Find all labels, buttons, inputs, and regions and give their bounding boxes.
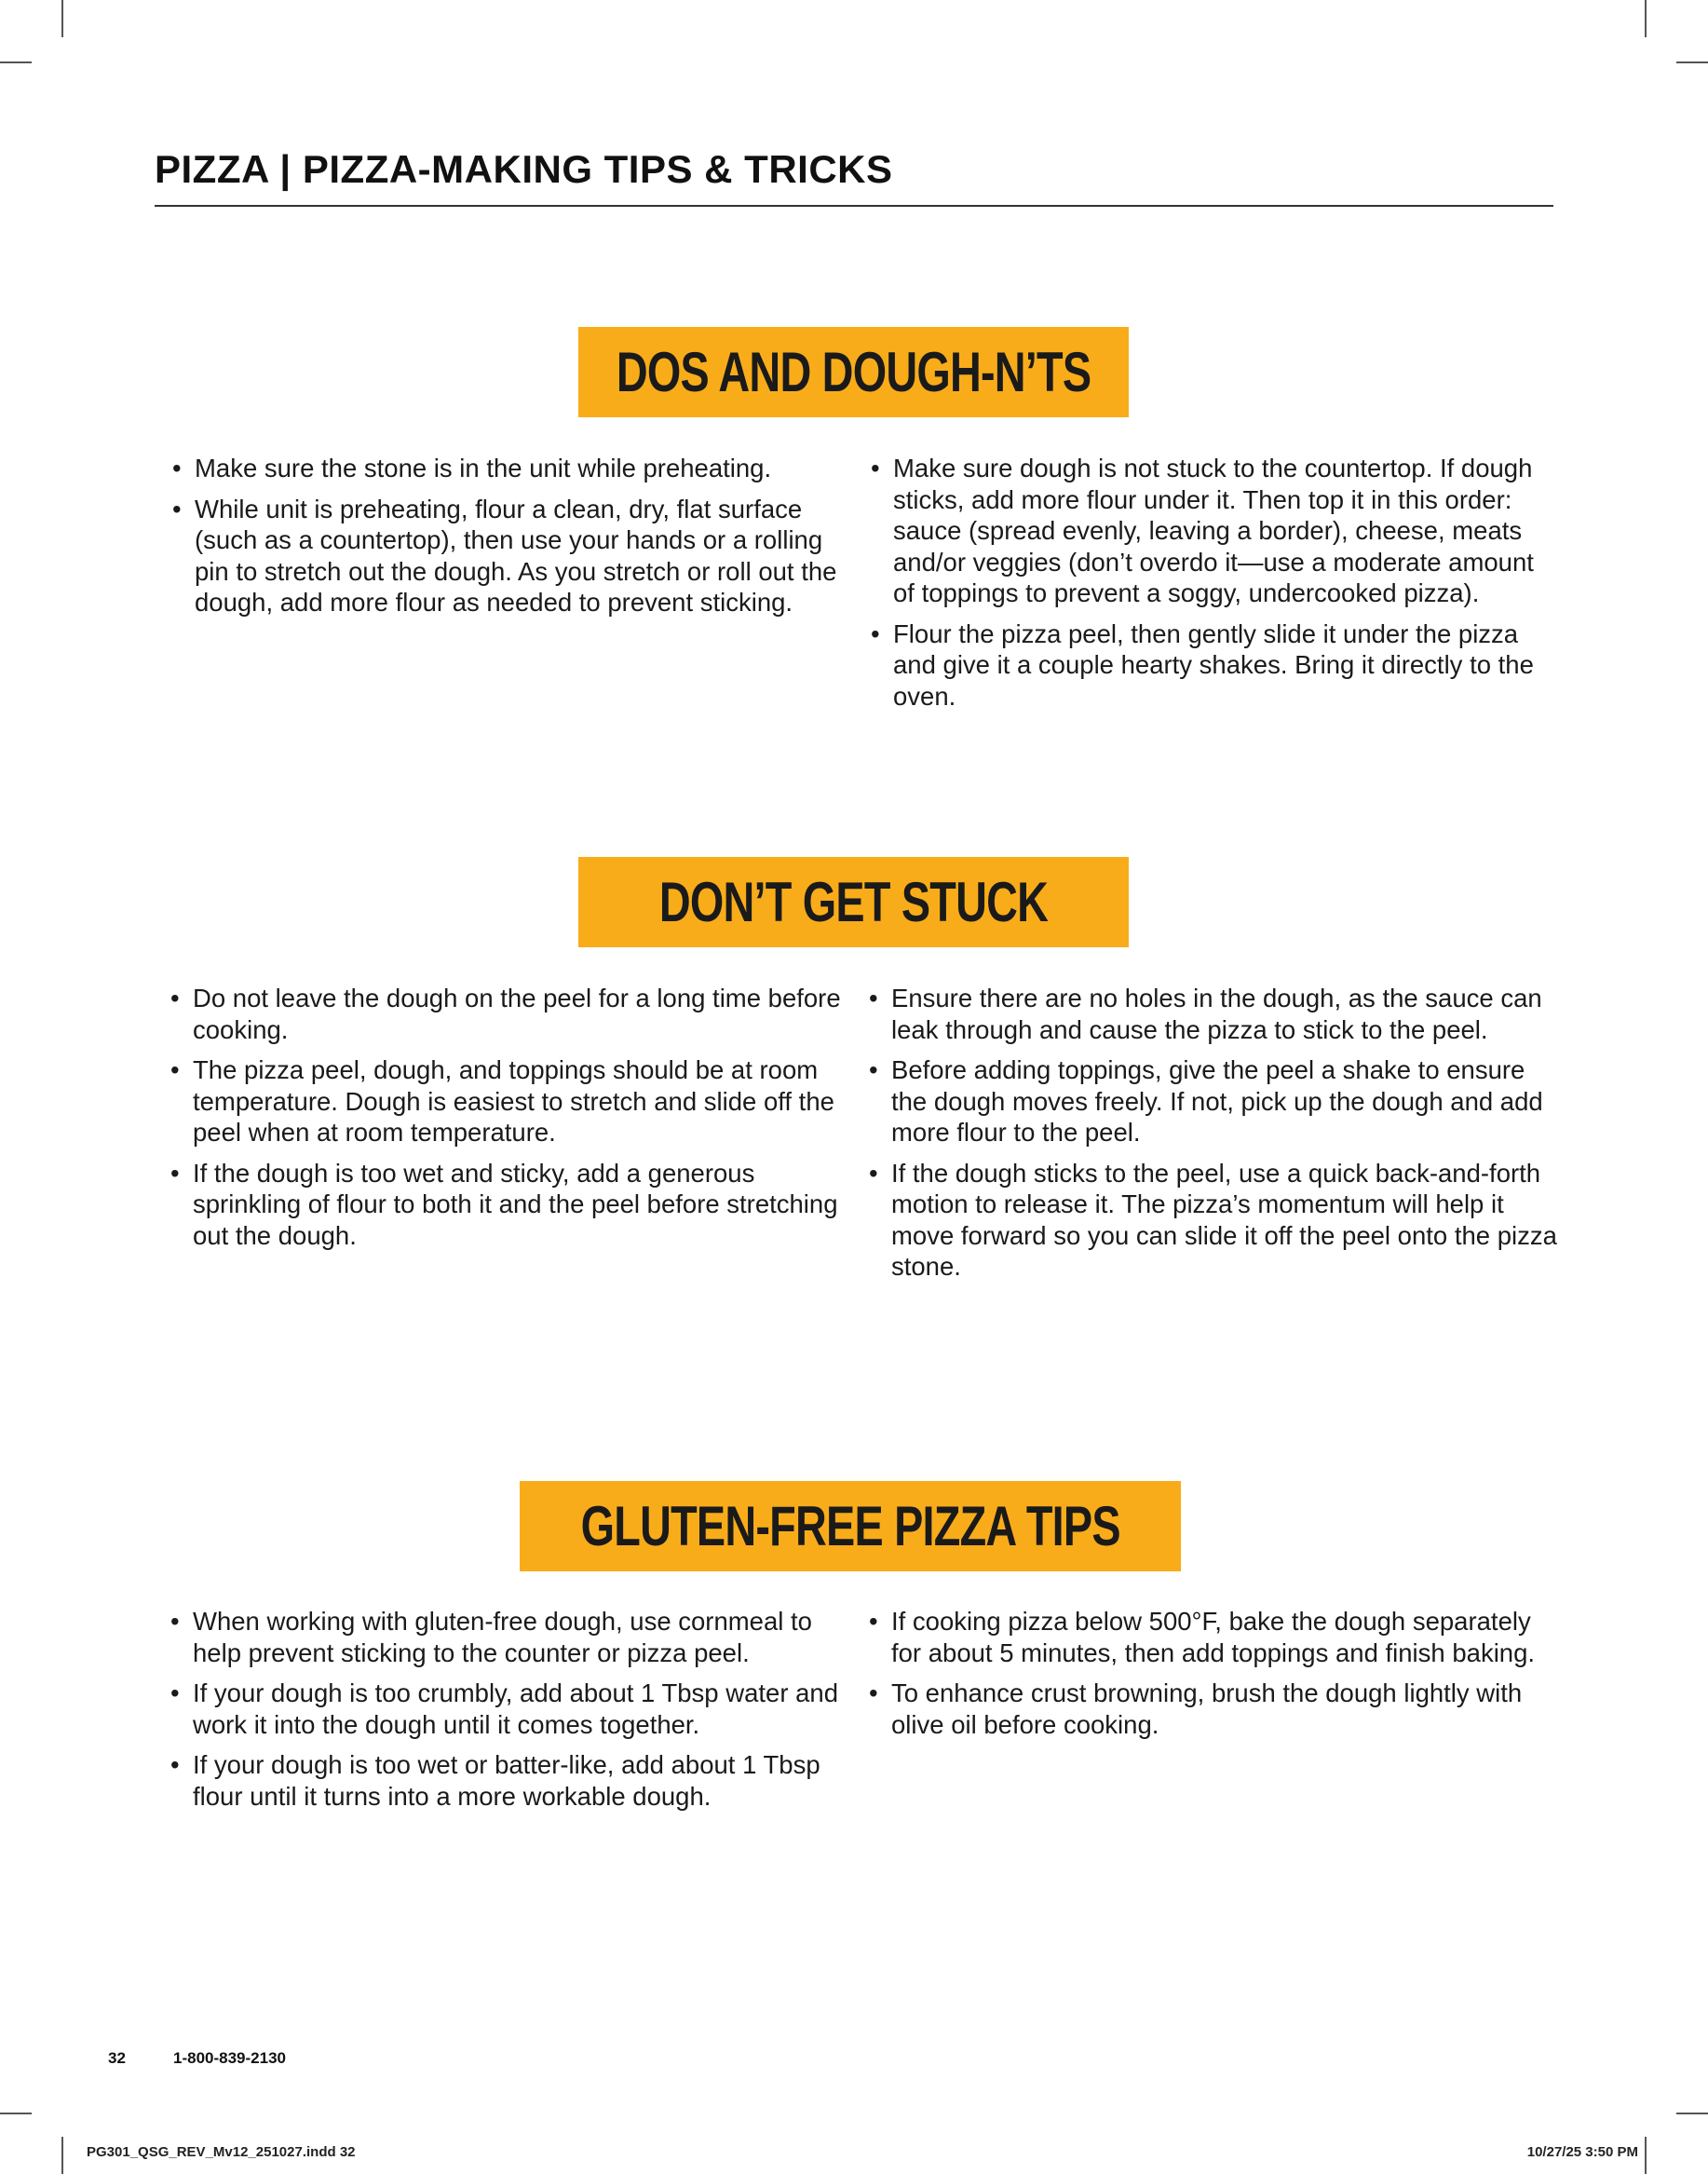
section-1-left-column: [172, 453, 852, 628]
section-heading: DON’T GET STUCK: [658, 871, 1049, 933]
crop-mark: [0, 61, 32, 63]
list-item: • To enhance crust browning, brush the dough lightly with olive oil before cooking.: [869, 1678, 1539, 1740]
list-item: • If your dough is too crumbly, add about 1 Tbsp water and work it into the dough until it comes together.: [170, 1678, 841, 1740]
section-banner-dos-and-doughnts: [578, 327, 1129, 417]
list-item: • When working with gluten-free dough, use cornmeal to help prevent sticking to the counter or pizza peel.: [170, 1606, 841, 1668]
page-number: 32: [108, 2049, 126, 2067]
list-item: • Before adding toppings, give the peel a shake to ensure the dough moves freely. If not, pick up the dough and add more flour to the peel.: [869, 1054, 1558, 1148]
print-slug-date: 10/27/25 3:50 PM: [1526, 2144, 1638, 2160]
section-heading: GLUTEN-FREE PIZZA TIPS: [580, 1495, 1120, 1557]
list-item: • While unit is preheating, flour a clean, dry, flat surface (such as a countertop), then use your hands or a rolling pin to stretch out the dough. As you stretch or roll out the dough, add more flour as needed to prevent sticking.: [172, 494, 852, 618]
list-item: • Ensure there are no holes in the dough, as the sauce can leak through and cause the pizza to stick to the peel.: [869, 983, 1558, 1045]
list-item: • Flour the pizza peel, then gently slide it under the pizza and give it a couple hearty shakes. Bring it directly to the oven.: [871, 618, 1560, 713]
list-item: • Do not leave the dough on the peel for a long time before cooking.: [170, 983, 850, 1045]
crop-mark: [61, 2137, 63, 2174]
list-item: • Make sure the stone is in the unit while preheating.: [172, 453, 852, 484]
print-slug-file: PG301_QSG_REV_Mv12_251027.indd 32: [87, 2144, 356, 2160]
list-item: • Make sure dough is not stuck to the countertop. If dough sticks, add more flour under it. Then top it in this order: sauce (spread evenly, leaving a border), cheese, meats and/or veggies (don’t overdo it—use a moderate amount of toppings to prevent a soggy, undercooked pizza).: [871, 453, 1560, 609]
crop-mark: [1645, 0, 1647, 37]
support-phone: 1-800-839-2130: [173, 2049, 286, 2067]
list-item: • If cooking pizza below 500°F, bake the dough separately for about 5 minutes, then add toppings and finish baking.: [869, 1606, 1539, 1668]
page-title: PIZZA | PIZZA-MAKING TIPS & TRICKS: [155, 147, 893, 191]
section-3-left-column: [170, 1606, 841, 1821]
section-banner-dont-get-stuck: [578, 857, 1129, 947]
crop-mark: [1645, 2137, 1647, 2174]
section-2-right-column: [869, 983, 1558, 1292]
list-item: • The pizza peel, dough, and toppings should be at room temperature. Dough is easiest to stretch and slide off the peel when at room temperature.: [170, 1054, 850, 1148]
section-1-right-column: [871, 453, 1560, 721]
section-heading: DOS AND DOUGH-N’TS: [616, 341, 1091, 403]
list-item: • If the dough sticks to the peel, use a quick back-and-forth motion to release it. The pizza’s momentum will help it move forward so you can slide it off the peel onto the pizza stone.: [869, 1158, 1558, 1283]
crop-mark: [61, 0, 63, 37]
section-2-left-column: [170, 983, 850, 1260]
crop-mark: [0, 2113, 32, 2114]
page-header: [155, 147, 1553, 207]
list-item: • If your dough is too wet or batter-like, add about 1 Tbsp flour until it turns into a more workable dough.: [170, 1749, 841, 1812]
section-banner-gluten-free-pizza-tips: [520, 1481, 1181, 1571]
section-3-right-column: [869, 1606, 1539, 1749]
list-item: • If the dough is too wet and sticky, add a generous sprinkling of flour to both it and the peel before stretching out the dough.: [170, 1158, 850, 1252]
crop-mark: [1676, 2113, 1708, 2114]
crop-mark: [1676, 61, 1708, 63]
